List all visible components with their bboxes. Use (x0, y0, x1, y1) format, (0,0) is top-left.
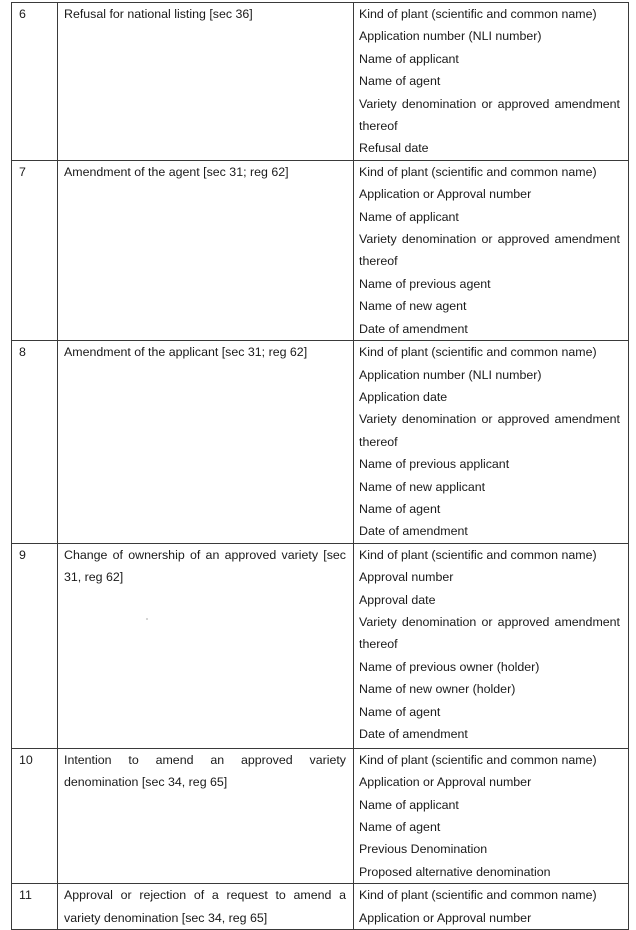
table-row (12, 748, 629, 883)
row-number: 9 (19, 547, 26, 562)
table-row (12, 160, 629, 340)
required-field-item: Date of amendment (359, 524, 468, 539)
table-body (12, 3, 629, 930)
required-field-item: Kind of plant (scientific and common name) (359, 547, 597, 562)
table-row (12, 884, 629, 930)
row-number: 6 (19, 7, 26, 21)
required-field-item: Name of previous applicant (359, 457, 510, 472)
notice-type-description: Change of ownership of an approved variety [sec 31, reg 62] (64, 547, 346, 585)
required-field-item: Application or Approval number (359, 775, 532, 790)
row-number: 8 (19, 345, 26, 360)
required-field-item: Approval date (359, 592, 436, 607)
required-field-item: Name of previous agent (359, 276, 491, 291)
required-field-item: Name of applicant (359, 209, 459, 224)
required-field-item: Kind of plant (scientific and common name) (359, 345, 597, 360)
row-number-cell (12, 341, 58, 544)
row-number-cell (12, 884, 58, 930)
required-field-item: Approval number (359, 570, 454, 585)
required-field-item: Refusal date (359, 141, 429, 156)
required-field-item: Kind of plant (scientific and common name) (359, 888, 597, 903)
required-field-item: Name of new applicant (359, 479, 486, 494)
required-field-item: Name of new owner (holder) (359, 682, 516, 697)
notice-type-description: Amendment of the applicant [sec 31; reg 62] (64, 345, 308, 360)
required-field-item: Name of new agent (359, 299, 467, 314)
table-row (12, 543, 629, 748)
notice-type-description: Amendment of the agent [sec 31; reg 62] (64, 164, 289, 179)
notice-table (11, 2, 629, 930)
required-field-item: Kind of plant (scientific and common name) (359, 752, 597, 767)
required-field-item: Date of amendment (359, 321, 468, 336)
notice-type-description: Intention to amend an approved variety denomination [sec 34, reg 65] (64, 752, 346, 790)
required-field-item: Previous Denomination (359, 842, 488, 857)
notice-type-cell (58, 3, 354, 161)
notice-type-description: Refusal for national listing [sec 36] (64, 7, 253, 21)
scan-artifact-dot (146, 618, 148, 620)
required-field-item: Variety denomination or approved amendment thereof (359, 232, 620, 269)
required-field-item: Name of agent (359, 704, 441, 719)
required-field-item: Name of applicant (359, 797, 459, 812)
notice-type-cell (58, 884, 354, 930)
notice-type-description: Approval or rejection of a request to amend a variety denomination [sec 34, reg 65] (64, 888, 346, 925)
required-fields-cell (354, 748, 629, 883)
row-number: 7 (19, 164, 26, 179)
notice-type-cell (58, 748, 354, 883)
required-field-item: Application number (NLI number) (359, 367, 542, 382)
row-number-cell (12, 160, 58, 340)
required-field-item: Variety denomination or approved amendment thereof (359, 412, 620, 449)
required-field-item: Kind of plant (scientific and common name) (359, 164, 597, 179)
required-fields-cell (354, 160, 629, 340)
required-field-item: Name of agent (359, 819, 441, 834)
row-number-cell (12, 3, 58, 161)
required-fields-cell (354, 543, 629, 748)
required-field-item: Date of amendment (359, 727, 468, 741)
required-field-item: Name of agent (359, 74, 441, 89)
required-field-item: Variety denomination or approved amendment thereof (359, 96, 620, 134)
notice-type-cell (58, 341, 354, 544)
notice-type-cell (58, 543, 354, 748)
required-field-item: Name of previous owner (holder) (359, 659, 540, 674)
row-number-cell (12, 543, 58, 748)
required-field-item: Name of applicant (359, 51, 459, 66)
required-fields-cell (354, 3, 629, 161)
table-row (12, 341, 629, 544)
table-row (12, 3, 629, 161)
row-number: 10 (19, 752, 33, 767)
required-field-item: Application or Approval number (359, 187, 532, 202)
required-field-item: Application or Approval number (359, 910, 532, 925)
required-field-item: Name of agent (359, 501, 441, 516)
notice-type-cell (58, 160, 354, 340)
row-number: 11 (19, 888, 32, 903)
required-field-item: Application date (359, 389, 448, 404)
required-field-item: Variety denomination or approved amendment thereof (359, 614, 620, 652)
required-fields-cell (354, 884, 629, 930)
row-number-cell (12, 748, 58, 883)
required-field-item: Application number (NLI number) (359, 29, 542, 44)
required-fields-cell (354, 341, 629, 544)
required-field-item: Kind of plant (scientific and common name) (359, 7, 597, 21)
required-field-item: Proposed alternative denomination (359, 864, 551, 879)
